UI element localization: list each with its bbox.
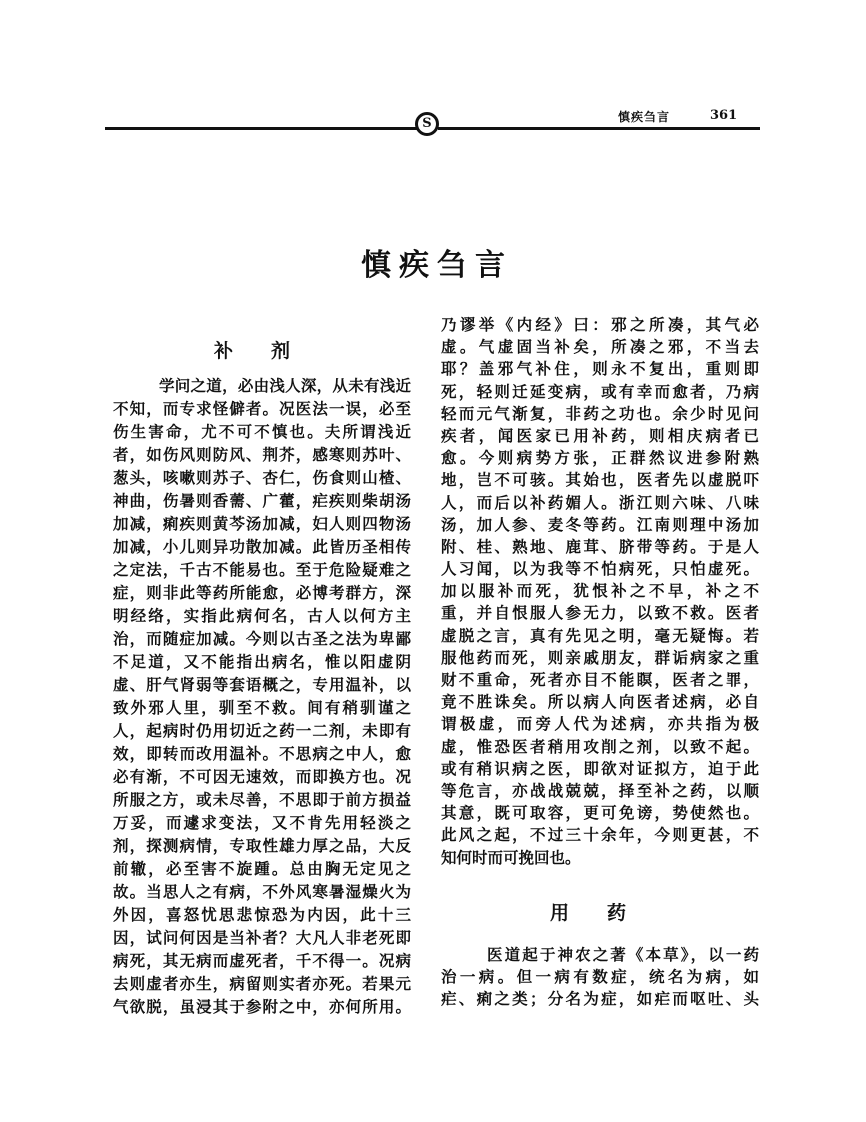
text-line: 伤生害命，尤不可不慎也。夫所谓浅近 [113,423,411,441]
text-line: 附、桂、熟地、鹿茸、脐带等药。于是人 [441,537,759,556]
text-line: 者，如伤风则防风、荆芥，感寒则苏叶、 [113,446,411,464]
text-line: 虚，惟恐医者稍用攻削之剂，以致不起。 [441,737,759,756]
text-line: 愈。今则病势方张，正群然议进参附熟 [441,449,759,468]
text-line: 人习闻，以为我等不怕病死，只怕虚死。 [441,560,759,579]
text-line: 谓极虚，而旁人代为述病，亦共指为极 [441,715,759,734]
left-column-text [113,375,411,1019]
text-line: 气欲脱，虽浸其于参附之中，亦何所用。 [113,998,411,1016]
text-line: 治，而随症加减。今则以古圣之法为卑鄙 [113,630,411,648]
text-line: 必有渐，不可因无速效，而即换方也。况 [113,768,411,786]
text-line: 加以服补而死，犹恨补之不早，补之不 [441,582,759,601]
text-line: 疟、痢之类；分名为症，如疟而呕吐、头 [441,990,759,1008]
chapter-title: 慎疾刍言 [361,248,513,283]
header-rule-left [105,127,417,130]
text-line: 明经络，实指此病何名，古人以何方主 [113,607,411,625]
text-line: 万妥，而遽求变法，又不肯先用轻淡之 [113,814,411,832]
right-column-text-2 [441,944,759,1010]
text-line: 加减，小儿则异功散加减。此皆历圣相传 [113,538,411,556]
text-line: 外因，喜怒忧思悲惊恐为内因，此十三 [113,906,411,924]
text-line: 症，则非此等药所能愈，必博考群方，深 [113,584,411,602]
text-line: 学问之道，必由浅人深，从未有浅近 [159,377,411,395]
text-line: 重，并自恨服人参无力，以致不救。医者 [441,604,759,623]
text-line: 故。当思人之有病，不外风寒暑湿燥火为 [113,883,411,901]
text-line: 之定法，千古不能易也。至于危险疑难之 [113,561,411,579]
section-heading-buji: 补 剂 [214,340,291,362]
text-line: 治一病。但一病有数症，统名为病，如 [441,968,759,986]
right-column-text [441,314,759,869]
text-line: 或有稍识病之医，即欲对证拟方，迫于此 [441,759,759,778]
text-line: 加减，痢疾则黄芩汤加减，妇人则四物汤 [113,515,411,533]
text-line: 效，即转而改用温补。不思病之中人，愈 [113,745,411,763]
text-line: 不足道，又不能指出病名，惟以阳虚阴 [113,653,411,671]
text-line: 竟不胜诛矣。所以病人向医者述病，必自 [441,693,759,712]
text-line: 其意，既可取容，更可免谤，势使然也。 [441,804,759,823]
text-line: 去则虚者亦生，病留则实者亦死。若果元 [113,975,411,993]
text-line: 剂，探测病情，专取性雄力厚之品，大反 [113,837,411,855]
text-line: 所服之方，或未尽善，不思即于前方损益 [113,791,411,809]
text-line: 知何时而可挽回也。 [441,848,581,867]
text-line: 乃谬举《内经》曰：邪之所凑，其气必 [441,316,759,334]
page-number: 361 [710,108,738,123]
text-line: 虚、肝气肾弱等套语概之，专用温补，以 [113,676,411,694]
section-heading-yongyao: 用 药 [550,902,627,924]
text-line: 因，试问何因是当补者？大凡人非老死即 [113,929,411,947]
text-line: 人，而后以补药媚人。浙江则六味、八味 [441,493,759,512]
text-line: 财不重命，死者亦目不能瞑，医者之罪， [441,671,759,689]
running-title: 慎疾刍言 [618,110,671,124]
text-line: 疾者，闻医家已用补药，则相庆病者已 [441,426,759,445]
header-rule-right [438,127,760,130]
text-line: 虚脱之言，真有先见之明，毫无疑悔。若 [441,626,759,645]
text-line: 葱头，咳嗽则苏子、杏仁，伤食则山楂、 [113,469,411,487]
text-line: 地，岂不可骇。其始也，医者先以虚脱吓 [441,471,759,490]
text-line: 神曲，伤暑则香薷、广藿，疟疾则柴胡汤 [113,492,411,510]
text-line: 汤，加人参、麦冬等药。江南则理中汤加 [441,515,759,534]
text-line: 病死，其无病而虚死者，千不得一。况病 [113,952,411,970]
text-line: 死，轻则迁延变病，或有幸而愈者，乃病 [441,382,759,401]
text-line: 服他药而死，则亲戚朋友，群诟病家之重 [441,648,759,667]
text-line: 轻而元气渐复，非药之功也。余少时见问 [441,404,759,423]
text-line: 人，起病时仍用切近之药一二剂，未即有 [113,722,411,740]
text-line: 致外邪人里，驯至不救。间有稍驯谨之 [113,699,411,717]
text-line: 耶？盖邪气补住，则永不复出，重则即 [441,360,759,379]
text-line: 不知，而专求怪僻者。况医法一误，必至 [113,400,411,418]
text-line: 此风之起，不过三十余年，今则更甚，不 [441,826,759,845]
text-line: 医道起于神农之著《本草》，以一药 [487,946,759,964]
text-line: 前辙，必至害不旋踵。总由胸无定见之 [113,860,411,878]
text-line: 虚。气虚固当补矣，所凑之邪，不当去 [441,338,759,357]
publisher-logo-icon: S [415,112,439,136]
text-line: 等危言，亦战战兢兢，择至补之药，以顺 [441,781,759,800]
